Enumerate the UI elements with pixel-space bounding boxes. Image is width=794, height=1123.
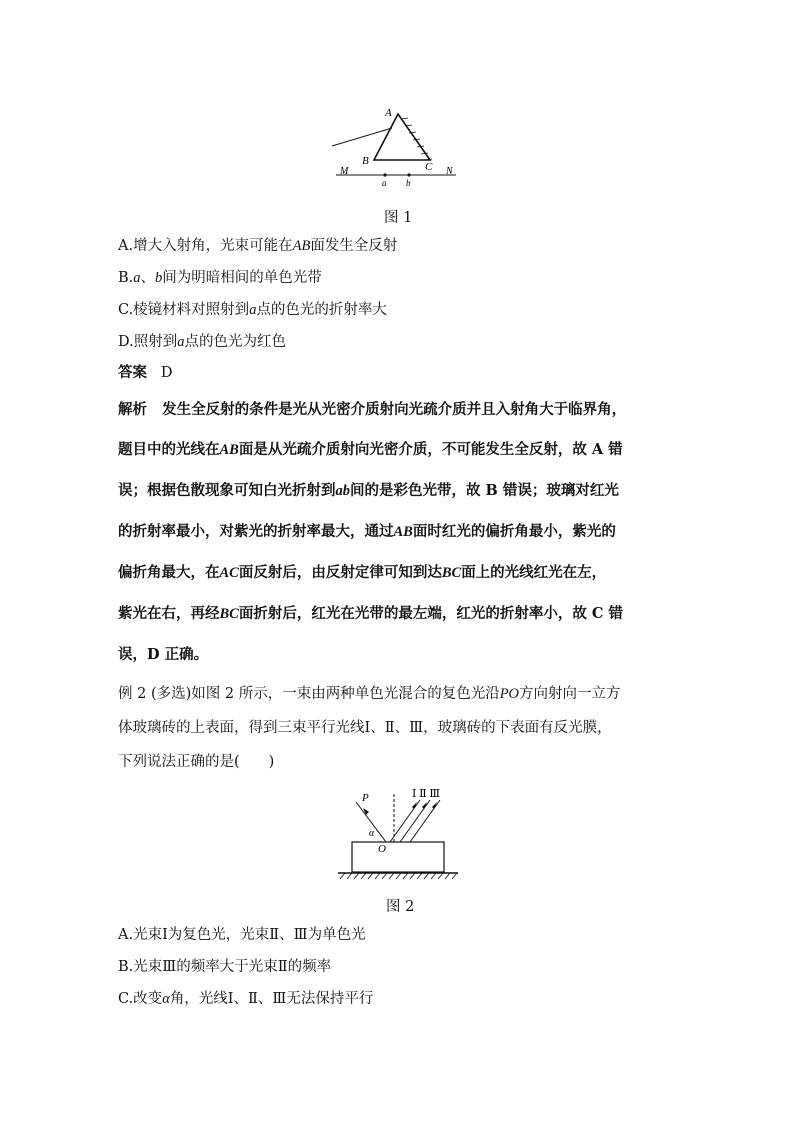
- answer-label: 答案: [118, 364, 147, 381]
- q1-analysis-line-1: 解析 发生全反射的条件是光从光密介质射向光疏介质并且入射角大于临界角，: [118, 401, 627, 418]
- q1-analysis-line-3: 误；根据色散现象可知白光折射到ab间的是彩色光带，故 B 错误；玻璃对红光: [118, 482, 619, 499]
- q2-stem-line-3: 下列说法正确的是( ): [118, 754, 275, 770]
- q1-option-a: A.增大入射角，光束可能在AB面发生全反射: [118, 238, 398, 254]
- figure1-prism-diagram: [330, 104, 470, 190]
- q1-analysis-line-4: 的折射率最小，对紫光的折射率最大，通过AB面时红光的偏折角最小，紫光的: [118, 523, 616, 540]
- label-a: a: [382, 178, 387, 188]
- point-a: [383, 173, 386, 176]
- q2-option-b: B.光束Ⅲ的频率大于光束Ⅱ的频率: [118, 959, 332, 975]
- point-b: [407, 173, 410, 176]
- figure2-caption: 图 2: [386, 899, 415, 915]
- figure2-glass-block-diagram: [334, 784, 462, 884]
- q1-option-c: C.棱镜材料对照射到a点的色光的折射率大: [118, 302, 387, 318]
- label-B: B: [362, 155, 369, 167]
- q2-stem-line-2: 体玻璃砖的上表面，得到三束平行光线Ⅰ、Ⅱ、Ⅲ，玻璃砖的下表面有反光膜，: [118, 720, 612, 736]
- ground-hatching: [340, 873, 457, 879]
- q2-stem-line-1: 例 2 (多选)如图 2 所示，一束由两种单色光混合的复色光沿PO方向射向一立方: [118, 686, 621, 702]
- q2-option-c: C.改变α角，光线Ⅰ、Ⅱ、Ⅲ无法保持平行: [118, 991, 374, 1007]
- prism-triangle: [374, 114, 430, 160]
- label-A: A: [385, 107, 392, 119]
- q1-analysis-line-6: 紫光在右，再经BC面折射后，红光在光带的最左端，红光的折射率小，故 C 错: [118, 605, 623, 622]
- q1-analysis-line-5: 偏折角最大，在AC面反射后，由反射定律可知到达BC面上的光线红光在左，: [118, 564, 607, 581]
- q1-answer: [118, 363, 172, 383]
- label-N: N: [446, 166, 453, 177]
- label-beams: Ⅰ Ⅱ Ⅲ: [412, 788, 440, 800]
- analysis-label: 解析: [118, 401, 147, 418]
- q2-option-a: A.光束Ⅰ为复色光，光束Ⅱ、Ⅲ为单色光: [118, 927, 366, 943]
- q1-option-b: B.a、b间为明暗相间的单色光带: [118, 270, 322, 286]
- label-b: b: [406, 178, 411, 188]
- label-M: M: [340, 166, 349, 177]
- figure1-caption: 图 1: [384, 210, 413, 226]
- incident-arrowhead: [363, 808, 369, 815]
- q1-analysis-line-2: 题目中的光线在AB面是从光疏介质射向光密介质，不可能发生全反射，故 A 错: [118, 441, 623, 458]
- label-O: O: [378, 843, 386, 855]
- q1-analysis-line-7: 误，D 正确。: [118, 646, 209, 663]
- label-P: P: [362, 792, 369, 804]
- label-C: C: [425, 161, 433, 173]
- glass-block: [352, 842, 444, 872]
- answer-value: D: [160, 365, 173, 381]
- q1-option-d: D.照射到a点的色光为红色: [118, 334, 286, 350]
- label-alpha: α: [369, 828, 375, 839]
